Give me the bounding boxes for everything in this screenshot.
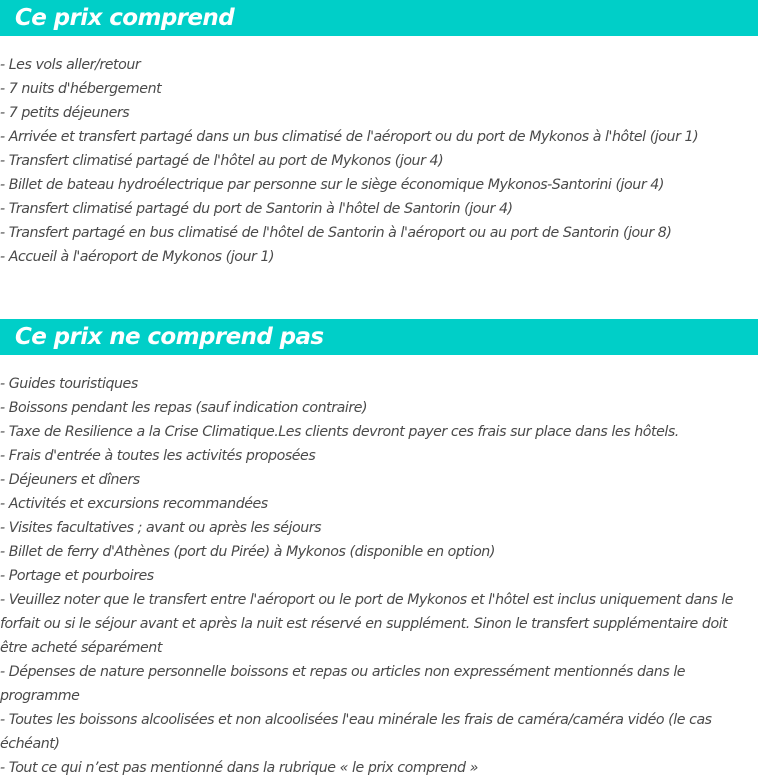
excluded-item: - Toutes les boissons alcoolisées et non alcoolisées l'eau minérale les frais de caméra/caméra vidéo (le cas échéant) xyxy=(0,712,712,752)
included-item: - 7 petits déjeuners xyxy=(0,105,130,121)
excluded-item: - Billet de ferry d'Athènes (port du Pirée) à Mykonos (disponible en option) xyxy=(0,544,495,560)
included-item: - Les vols aller/retour xyxy=(0,57,141,73)
excluded-item: - Activités et excursions recommandées xyxy=(0,496,268,512)
excluded-item: - Tout ce qui n’est pas mentionné dans la rubrique « le prix comprend » xyxy=(0,760,478,776)
excluded-item: - Portage et pourboires xyxy=(0,568,154,584)
excluded-item: - Taxe de Resilience a la Crise Climatique.Les clients devront payer ces frais sur place dans les hôtels. xyxy=(0,424,679,440)
included-section-title: Ce prix comprend xyxy=(0,0,758,36)
included-item: - Arrivée et transfert partagé dans un bus climatisé de l'aéroport ou du port de Mykonos à l'hôtel (jour 1) xyxy=(0,129,699,145)
excluded-section-title: Ce prix ne comprend pas xyxy=(0,319,758,355)
excluded-item: - Frais d'entrée à toutes les activités proposées xyxy=(0,448,316,464)
excluded-item: - Veuillez noter que le transfert entre l'aéroport ou le port de Mykonos et l'hôtel est inclus uniquement dans le forfait ou si le séjour avant et après la nuit est réservé en supplément. Sinon le transfert supplémentaire doit être acheté séparément xyxy=(0,592,734,656)
excluded-item: - Dépenses de nature personnelle boissons et repas ou articles non expressément mentionnés dans le programme xyxy=(0,664,686,704)
included-item: - Billet de bateau hydroélectrique par personne sur le siège économique Mykonos-Santorini (jour 4) xyxy=(0,177,664,193)
excluded-item: - Visites facultatives ; avant ou après les séjours xyxy=(0,520,322,536)
excluded-item: - Déjeuners et dîners xyxy=(0,472,140,488)
excluded-list xyxy=(0,372,758,780)
included-list xyxy=(0,53,758,269)
included-item: - Transfert climatisé partagé du port de Santorin à l'hôtel de Santorin (jour 4) xyxy=(0,201,513,217)
included-item: - Transfert partagé en bus climatisé de l'hôtel de Santorin à l'aéroport ou au port de Santorin (jour 8) xyxy=(0,225,672,241)
included-item: - Accueil à l'aéroport de Mykonos (jour 1) xyxy=(0,249,275,265)
excluded-item: - Guides touristiques xyxy=(0,376,138,392)
included-item: - Transfert climatisé partagé de l'hôtel au port de Mykonos (jour 4) xyxy=(0,153,444,169)
included-item: - 7 nuits d'hébergement xyxy=(0,81,162,97)
excluded-item: - Boissons pendant les repas (sauf indication contraire) xyxy=(0,400,368,416)
